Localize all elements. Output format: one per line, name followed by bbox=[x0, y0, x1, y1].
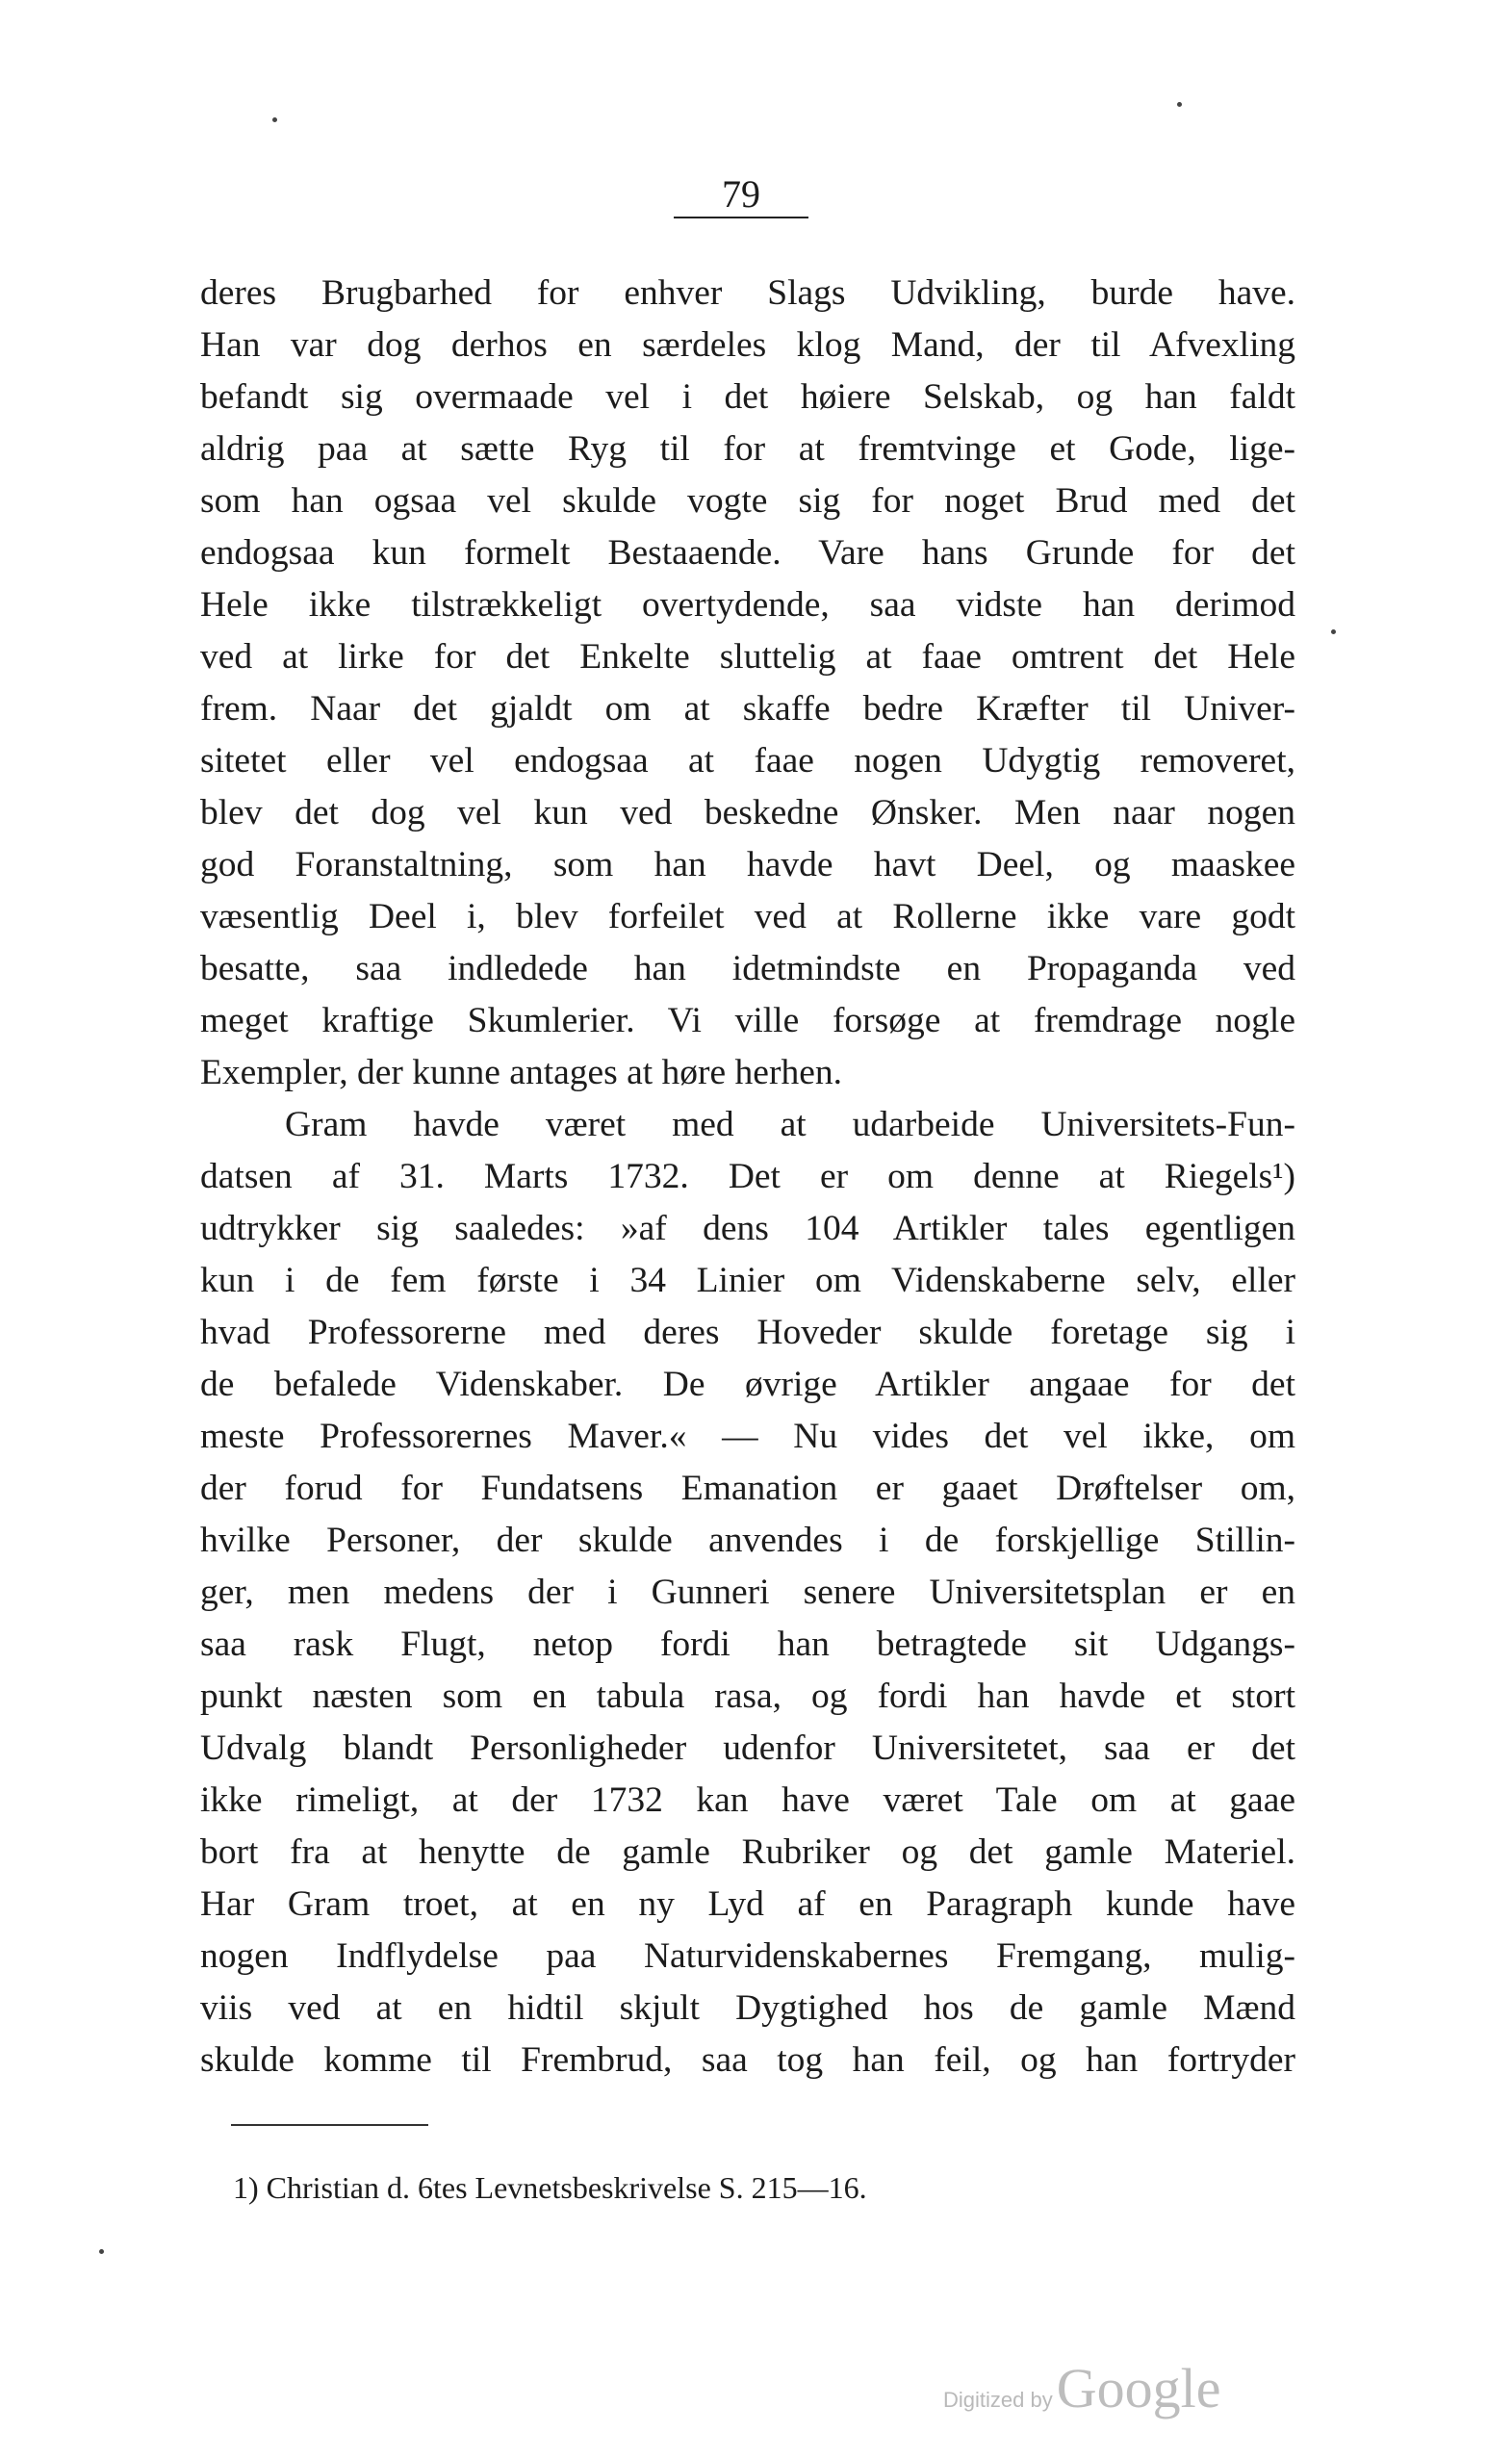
text-line: frem. Naar det gjaldt om at skaffe bedre Kræfter til Univer- bbox=[200, 689, 1295, 729]
text-line: saa rask Flugt, netop fordi han betragtede sit Udgangs- bbox=[200, 1625, 1295, 1664]
text-line: befandt sig overmaade vel i det høiere Selskab, og han faldt bbox=[200, 377, 1295, 417]
text-line: ikke rimeligt, at der 1732 kan have været Tale om at gaae bbox=[200, 1780, 1295, 1820]
text-line: Han var dog derhos en særdeles klog Mand, der til Afvexling bbox=[200, 325, 1295, 365]
text-line: endogsaa kun formelt Bestaaende. Vare hans Grunde for det bbox=[200, 533, 1295, 573]
text-line: ved at lirke for det Enkelte sluttelig at faae omtrent det Hele bbox=[200, 637, 1295, 677]
footnote bbox=[233, 2165, 1195, 2210]
text-line: ger, men medens der i Gunneri senere Universitetsplan er en bbox=[200, 1573, 1295, 1612]
digitized-by-google-watermark bbox=[943, 2356, 1220, 2420]
text-line: kun i de fem første i 34 Linier om Videnskaberne selv, eller bbox=[200, 1261, 1295, 1300]
scan-speck bbox=[1177, 102, 1182, 107]
scan-speck bbox=[99, 2249, 104, 2254]
text-line: punkt næsten som en tabula rasa, og fordi han havde et stort bbox=[200, 1677, 1295, 1716]
text-line: sitetet eller vel endogsaa at faae nogen Udygtig removeret, bbox=[200, 741, 1295, 781]
footnote-text: Christian d. 6tes Levnetsbeskrivelse S. 215—16. bbox=[266, 2170, 867, 2205]
footnote-rule bbox=[231, 2124, 428, 2126]
text-line: datsen af 31. Marts 1732. Det er om denne at Riegels¹) bbox=[200, 1157, 1295, 1196]
page-number-underline bbox=[674, 217, 808, 218]
text-line: Hele ikke tilstrækkeligt overtydende, saa vidste han derimod bbox=[200, 585, 1295, 625]
text-line: bort fra at henytte de gamle Rubriker og det gamle Materiel. bbox=[200, 1832, 1295, 1872]
text-line: Har Gram troet, at en ny Lyd af en Paragraph kunde have bbox=[200, 1884, 1295, 1924]
text-line: besatte, saa indledede han idetmindste en Propaganda ved bbox=[200, 949, 1295, 988]
text-line: blev det dog vel kun ved beskedne Ønsker. Men naar nogen bbox=[200, 793, 1295, 832]
text-line: hvad Professorerne med deres Hoveder skulde foretage sig i bbox=[200, 1313, 1295, 1352]
text-line: god Foranstaltning, som han havde havt Deel, og maaskee bbox=[200, 845, 1295, 884]
page-number: 79 bbox=[722, 172, 760, 216]
text-line: der forud for Fundatsens Emanation er gaaet Drøftelser om, bbox=[200, 1469, 1295, 1508]
text-line: viis ved at en hidtil skjult Dygtighed hos de gamle Mænd bbox=[200, 1988, 1295, 2028]
text-line: skulde komme til Frembrud, saa tog han feil, og han fortryder bbox=[200, 2040, 1295, 2080]
text-line: meget kraftige Skumlerier. Vi ville forsøge at fremdrage nogle bbox=[200, 1001, 1295, 1040]
footnote-marker: 1) bbox=[233, 2170, 259, 2205]
text-line: nogen Indflydelse paa Naturvidenskabernes Fremgang, mulig- bbox=[200, 1936, 1295, 1976]
text-line: deres Brugbarhed for enhver Slags Udvikling, burde have. bbox=[200, 273, 1295, 313]
text-line: Exempler, der kunne antages at høre herhen. bbox=[200, 1053, 842, 1092]
body-text bbox=[200, 268, 1295, 2087]
text-line: meste Professorernes Maver.« — Nu vides det vel ikke, om bbox=[200, 1417, 1295, 1456]
scan-speck bbox=[272, 117, 277, 122]
watermark-prefix: Digitized by bbox=[943, 2388, 1053, 2412]
text-line: væsentlig Deel i, blev forfeilet ved at Rollerne ikke vare godt bbox=[200, 897, 1295, 936]
text-line: hvilke Personer, der skulde anvendes i de forskjellige Stillin- bbox=[200, 1521, 1295, 1560]
text-line: de befalede Videnskaber. De øvrige Artikler angaae for det bbox=[200, 1365, 1295, 1404]
text-line: Udvalg blandt Personligheder udenfor Universitetet, saa er det bbox=[200, 1728, 1295, 1768]
text-line: Gram havde været med at udarbeide Universitets-Fun- bbox=[285, 1105, 1295, 1144]
text-line: aldrig paa at sætte Ryg til for at fremtvinge et Gode, lige- bbox=[200, 429, 1295, 469]
google-logo: Google bbox=[1056, 2357, 1221, 2420]
text-line: som han ogsaa vel skulde vogte sig for noget Brud med det bbox=[200, 481, 1295, 521]
text-line: udtrykker sig saaledes: »af dens 104 Artikler tales egentligen bbox=[200, 1209, 1295, 1248]
scan-speck bbox=[1331, 629, 1336, 634]
